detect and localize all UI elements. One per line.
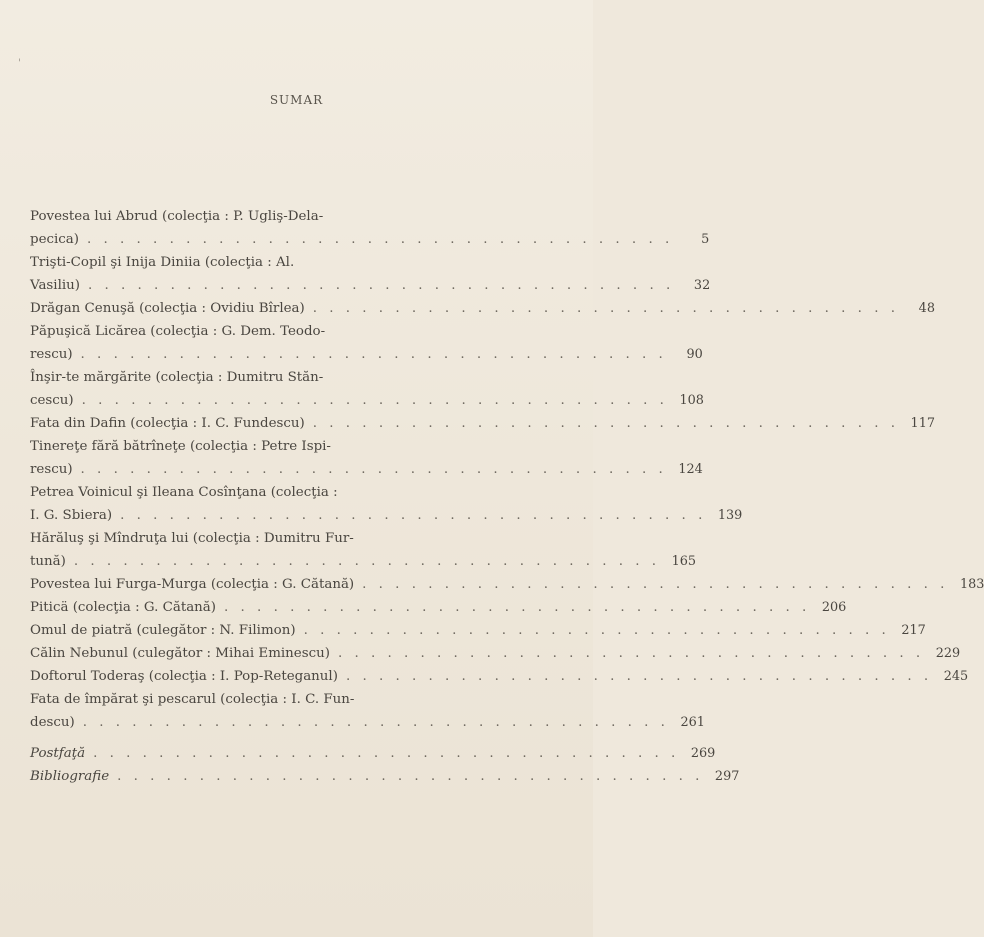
dot-leader: . . . . . . . . . . . . . . . . . . . . . . . . . . . . . . . . . . . . <box>93 746 680 761</box>
toc-entry-line <box>30 435 515 458</box>
annex-list <box>30 742 740 788</box>
toc-entry-line <box>30 297 935 320</box>
toc-entry-title: Călin Nebunul (culegător : Mihai Eminescu) <box>30 646 330 661</box>
toc-entry-title: cescu) <box>30 393 74 408</box>
toc-entry-page: 108 <box>679 393 704 408</box>
annex-entry-title: Postfaţă <box>30 746 86 761</box>
toc-entry <box>30 596 847 619</box>
toc-entry <box>30 205 710 251</box>
dot-leader: . . . . . . . . . . . . . . . . . . . . . . . . . . . . . . . . . . . . <box>80 462 667 477</box>
toc-entry <box>30 688 705 734</box>
annex-entry <box>30 742 716 765</box>
toc-entry-title: rescu) <box>30 462 73 477</box>
toc-entry-line <box>30 711 705 734</box>
toc-entry-title: Vasiliu) <box>30 278 80 293</box>
toc-entry <box>30 642 961 665</box>
toc-entry-line <box>30 366 515 389</box>
toc-entry-title: Povestea lui Furga-Murga (colecţia : G. Cătană) <box>30 577 355 592</box>
dot-leader: . . . . . . . . . . . . . . . . . . . . . . . . . . . . . . . . . . . . <box>117 769 704 784</box>
toc-entry <box>30 527 697 573</box>
toc-entry-title: Doftorul Toderaş (colecţia : I. Pop-Reteganul) <box>30 669 338 684</box>
page-title: SUMAR <box>269 93 324 107</box>
dot-leader: . . . . . . . . . . . . . . . . . . . . . . . . . . . . . . . . . . . . <box>312 301 899 316</box>
toc-entry-title: Trişti-Copil şi Inija Diniia (colecţia : Al. <box>30 255 295 270</box>
toc-entry-line <box>30 665 969 688</box>
toc-entry-line <box>30 458 703 481</box>
toc-entry-line <box>30 504 743 527</box>
toc-entry-page: 117 <box>910 416 935 431</box>
toc-entry <box>30 297 935 320</box>
toc-entry-title: Povestea lui Abrud (colecţia : P. Ugliş-Dela- <box>30 209 324 224</box>
toc-entry <box>30 481 743 527</box>
toc-entry-title: Drăgan Cenuşă (colecţia : Ovidiu Bîrlea) <box>30 301 305 316</box>
dot-leader: . . . . . . . . . . . . . . . . . . . . . . . . . . . . . . . . . . . . <box>73 554 661 569</box>
dot-leader: . . . . . . . . . . . . . . . . . . . . . . . . . . . . . . . . . . . . <box>120 508 707 523</box>
toc-entry-title: rescu) <box>30 347 73 362</box>
toc-entry-page: 48 <box>918 301 935 316</box>
annex-entry-title: Bibliografie <box>30 769 110 784</box>
dot-leader: . . . . . . . . . . . . . . . . . . . . . . . . . . . . . . . . . . . . <box>81 393 668 408</box>
toc-entry-line <box>30 642 961 665</box>
toc-entry-page: 229 <box>935 646 961 661</box>
toc-entry-line <box>30 596 847 619</box>
toc-entry <box>30 435 703 481</box>
toc-entry-line <box>30 389 704 412</box>
toc-entry-page: 206 <box>821 600 847 615</box>
toc-entry-title: descu) <box>30 715 75 730</box>
toc-entry-line <box>30 320 515 343</box>
toc-entry-title: Omul de piatră (culegător : N. Filimon) <box>30 623 296 638</box>
toc-entry-page: 139 <box>717 508 743 523</box>
toc-entry-page: 245 <box>943 669 969 684</box>
toc-entry-title: Hărăluş şi Mîndruţa lui (colecţia : Dumitru Fur- <box>30 531 354 546</box>
toc-entry-page: 217 <box>901 623 926 638</box>
dot-leader: . . . . . . . . . . . . . . . . . . . . . . . . . . . . . . . . . . . . <box>82 715 669 730</box>
dot-leader: . . . . . . . . . . . . . . . . . . . . . . . . . . . . . . . . . . . . <box>312 416 899 431</box>
toc-entry <box>30 665 969 688</box>
toc-entry-page: 183 <box>959 577 984 592</box>
dot-leader: . . . . . . . . . . . . . . . . . . . . . . . . . . . . . . . . . . . . <box>80 347 667 362</box>
toc-entry-page: 165 <box>671 554 697 569</box>
toc-entry-title: Piticä (colecţia : G. Cătană) <box>30 600 217 615</box>
dot-leader: . . . . . . . . . . . . . . . . . . . . . . . . . . . . . . . . . . . . <box>87 232 674 247</box>
toc-entry-title: Petrea Voinicul şi Ileana Cosînţana (colecţia : <box>30 485 338 500</box>
toc-entry <box>30 412 935 435</box>
toc-entry <box>30 573 984 596</box>
toc-entry-line <box>30 550 697 573</box>
toc-entry-title: Fata din Dafin (colecţia : I. C. Fundescu) <box>30 416 305 431</box>
dot-leader: . . . . . . . . . . . . . . . . . . . . . . . . . . . . . . . . . . . . <box>345 669 933 684</box>
toc-entry-line <box>30 412 935 435</box>
dot-leader: . . . . . . . . . . . . . . . . . . . . . . . . . . . . . . . . . . . . <box>362 577 949 592</box>
annex-entry-page: 269 <box>690 746 716 761</box>
table-of-contents <box>30 205 984 734</box>
toc-entry-title: Tinereţe fără bătrîneţe (colecţia : Petre Ispi- <box>30 439 331 454</box>
dot-leader: . . . . . . . . . . . . . . . . . . . . . . . . . . . . . . . . . . . . <box>303 623 890 638</box>
dot-leader: . . . . . . . . . . . . . . . . . . . . . . . . . . . . . . . . . . . . <box>337 646 925 661</box>
toc-entry-page: 5 <box>701 232 710 247</box>
toc-entry-title: I. G. Sbiera) <box>30 508 113 523</box>
dot-leader: . . . . . . . . . . . . . . . . . . . . . . . . . . . . . . . . . . . . <box>224 600 811 615</box>
toc-entry-line <box>30 205 515 228</box>
toc-entry-title: pecica) <box>30 232 79 247</box>
toc-entry-title: Păpuşică Licărea (colecţia : G. Dem. Teodo- <box>30 324 326 339</box>
toc-entry <box>30 366 704 412</box>
toc-entry-line <box>30 573 984 596</box>
toc-entry <box>30 320 703 366</box>
annex-entry-page: 297 <box>714 769 740 784</box>
toc-entry-title: tună) <box>30 554 66 569</box>
toc-entry-title: Fata de împărat şi pescarul (colecţia : I. C. Fun- <box>30 692 355 707</box>
toc-entry-line <box>30 688 515 711</box>
toc-entry-page: 32 <box>693 278 711 293</box>
toc-entry-line <box>30 619 926 642</box>
toc-entry-line <box>30 481 515 504</box>
toc-entry-page: 124 <box>678 462 703 477</box>
annex-entry <box>30 765 740 788</box>
toc-entry <box>30 619 926 642</box>
toc-entry-title: Înşir-te mărgărite (colecţia : Dumitru Stăn- <box>30 370 324 385</box>
toc-entry-line <box>30 274 711 297</box>
toc-entry-line <box>30 527 515 550</box>
paper-speck: ' <box>18 58 21 69</box>
toc-entry-line <box>30 251 515 274</box>
toc-entry-page: 261 <box>680 715 705 730</box>
toc-entry-line <box>30 343 703 366</box>
toc-entry <box>30 251 711 297</box>
dot-leader: . . . . . . . . . . . . . . . . . . . . . . . . . . . . . . . . . . . . <box>88 278 675 293</box>
toc-entry-page: 90 <box>686 347 703 362</box>
toc-entry-line <box>30 228 710 251</box>
